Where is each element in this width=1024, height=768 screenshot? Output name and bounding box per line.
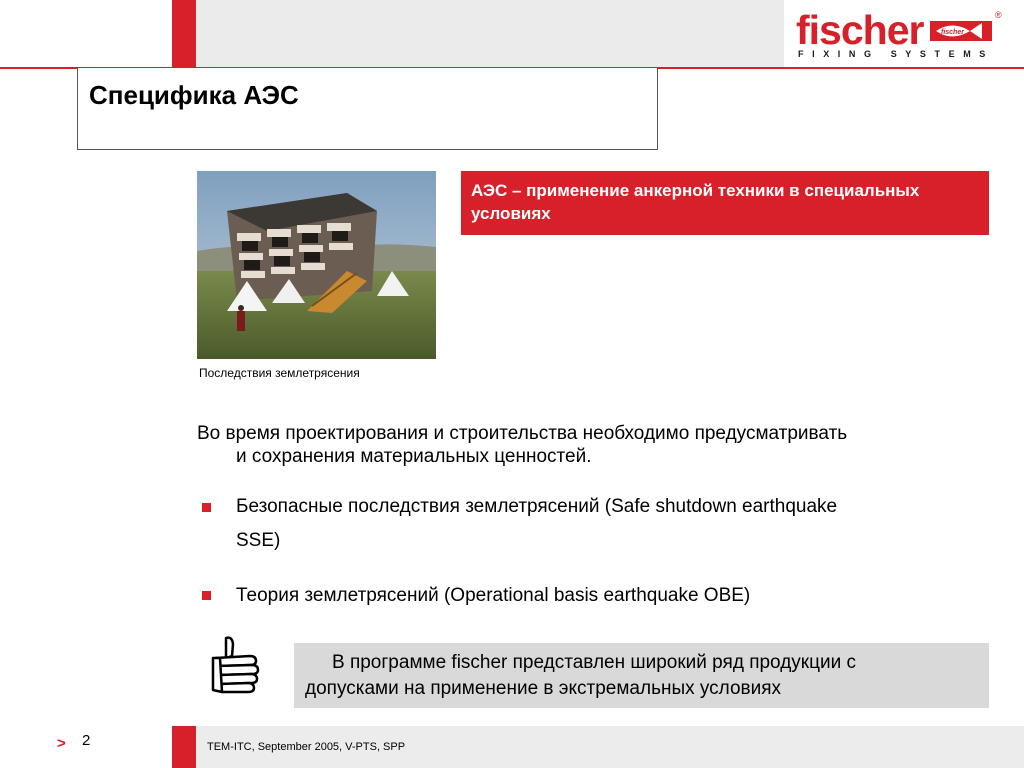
intro-line-1: Во время проектирования и строительства необходимо предусматривать xyxy=(197,423,848,444)
note-line-1: В программе fischer представлен широкий ряд продукции с xyxy=(332,652,856,673)
red-square-bullet-icon xyxy=(202,503,211,512)
fish-logo-icon xyxy=(930,18,994,44)
footer-red-bar xyxy=(172,726,196,768)
logo-wordmark: fischer xyxy=(796,7,924,53)
registered-mark: ® xyxy=(995,10,1002,20)
red-square-bullet-icon xyxy=(202,591,211,600)
footer-text: TEM-ITC, September 2005, V-PTS, SPP xyxy=(207,741,406,753)
footer-arrow-icon: > xyxy=(57,735,66,752)
note-line-2: допусками на применение в экстремальных условиях xyxy=(305,678,782,699)
bullet-1-line-2: SSE) xyxy=(236,530,281,551)
intro-line-2: и сохранения материальных ценностей. xyxy=(236,446,592,467)
thumbs-up-icon xyxy=(210,634,262,694)
title-box xyxy=(77,68,658,150)
page-title: Специфика АЭС xyxy=(89,80,299,110)
header-grey-panel xyxy=(196,0,784,68)
callout-box xyxy=(461,171,989,235)
callout-text: АЭС – применение анкерной техники в специальных условиях xyxy=(471,181,920,223)
note-box xyxy=(294,643,989,708)
header-red-bar xyxy=(172,0,196,68)
fish-logo-text: fischer xyxy=(941,29,964,36)
earthquake-photo xyxy=(197,171,436,359)
photo-caption: Последствия землетрясения xyxy=(199,366,360,380)
bullet-1-line-1: Безопасные последствия землетрясений (Safe shutdown earthquake xyxy=(236,496,838,517)
bullet-2-line-1: Теория землетрясений (Operational basis earthquake OBE) xyxy=(236,585,751,606)
earthquake-photo-image xyxy=(197,171,436,359)
logo-tagline: FIXING SYSTEMS xyxy=(798,49,994,59)
fischer-logo xyxy=(796,8,1018,64)
header-left-panel xyxy=(0,0,172,68)
page-number: 2 xyxy=(82,732,91,749)
